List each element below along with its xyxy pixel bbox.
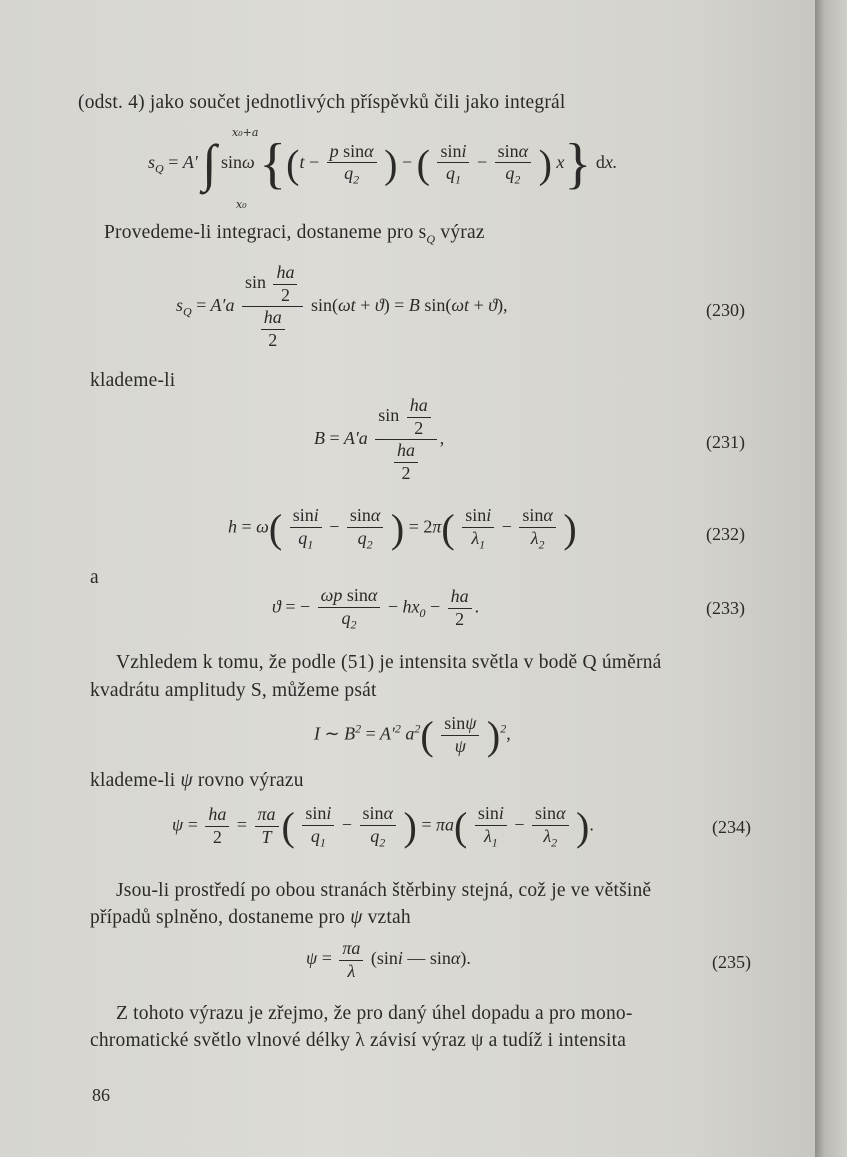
text-line-1: (odst. 4) jako součet jednotlivých příspěvků čili jako integrál [78, 92, 566, 113]
equation-230: $s_Q = A'a$ sin $\frac{ha}{2}$ $\frac{ha}{2}$ sin(ωt + ϑ) = B sin(ωt + ϑ), [176, 262, 508, 350]
equation-number-233: (233) [706, 598, 745, 618]
integral-lower-limit: x₀ [236, 198, 247, 211]
equation-number-231: (231) [706, 432, 745, 452]
equation-integral: $s_Q = A'$ ∫ sinω {(t − $\frac{\text{p sinα}}{q_2}$ ) − ( $\frac{\sin i}{q_1}$ − $\frac{\sin\alpha}{q_2}$ ) x} dx. [148, 133, 618, 195]
equation-number-235: (235) [712, 952, 751, 972]
text-line-3: klademe-li [90, 370, 176, 391]
text-line-5-psi: ψ [180, 770, 193, 791]
paragraph-2-line-2-a: případů splněno, dostaneme pro [90, 907, 351, 928]
integral-upper-limit: x₀+a [232, 126, 259, 139]
equation-234: ψ = $\frac{ha}{2}$ = $\frac{\pi a}{T}$ ( $\frac{\sin i}{q_1}$ − $\frac{\sin\alpha}{q_2}$ ) = πa( $\frac{\sin i}{\lambda_1}$ − $\frac{\sin\alpha}{\lambda_2}$ ). [172, 803, 594, 850]
equation-number-234: (234) [712, 817, 751, 837]
paragraph-2-line-1: Jsou-li prostředí po obou stranách štěrbiny stejná, což je ve většině [116, 880, 652, 901]
page-number: 86 [92, 1085, 110, 1105]
equation-235: ψ = $\frac{\pi a}{\lambda}$ (sini — sinα). [306, 938, 471, 981]
paragraph-2-line-2 [90, 907, 411, 929]
equation-233: ϑ = − $\frac{\text{ωp sinα}}{q_2}$ − $hx_0$ − $\frac{ha}{2}$ . [272, 585, 480, 632]
equation-intensity: I ∼ $B^2 = A'^2$ $a^2$( $\frac{\sin\psi}{\psi}$ )$^2$, [314, 713, 511, 758]
text-line-5-b: rovno výrazu [192, 770, 304, 791]
text-line-2-end: výraz [440, 222, 485, 243]
text-line-2 [104, 222, 485, 247]
paragraph-1-line-2: kvadrátu amplitudy S, můžeme psát [90, 680, 377, 701]
text-line-2-start: Provedeme-li integraci, dostaneme pro s [104, 222, 427, 243]
text-line-5-a: klademe-li [90, 770, 181, 791]
paragraph-2-line-2-end: vztah [362, 907, 411, 928]
equation-number-232: (232) [706, 524, 745, 544]
text-line-5 [90, 770, 304, 792]
equation-number-230: (230) [706, 300, 745, 320]
text-line-4: a [90, 567, 99, 588]
equation-232: h = ω( $\frac{\sin i}{q_1}$ − $\frac{\sin\alpha}{q_2}$ ) = 2π( $\frac{\sin i}{\lambda_1}$ − $\frac{\sin\alpha}{\lambda_2}$ ) [228, 505, 577, 552]
page-edge [815, 0, 847, 1157]
equation-231: B = A′a sin $\frac{ha}{2}$ $\frac{ha}{2}$ , [314, 395, 445, 483]
paragraph-2-psi: ψ [350, 907, 363, 928]
paragraph-1-line-1: Vzhledem k tomu, že podle (51) je intensita světla v bodě Q úměrná [116, 652, 662, 673]
text-line-2-sub: Q [426, 231, 436, 246]
paragraph-3-line-2: chromatické světlo vlnové délky λ závisí výraz ψ a tudíž i intensita [90, 1030, 627, 1051]
paragraph-3-line-1: Z tohoto výrazu je zřejmo, že pro daný úhel dopadu a pro mono- [116, 1003, 633, 1024]
